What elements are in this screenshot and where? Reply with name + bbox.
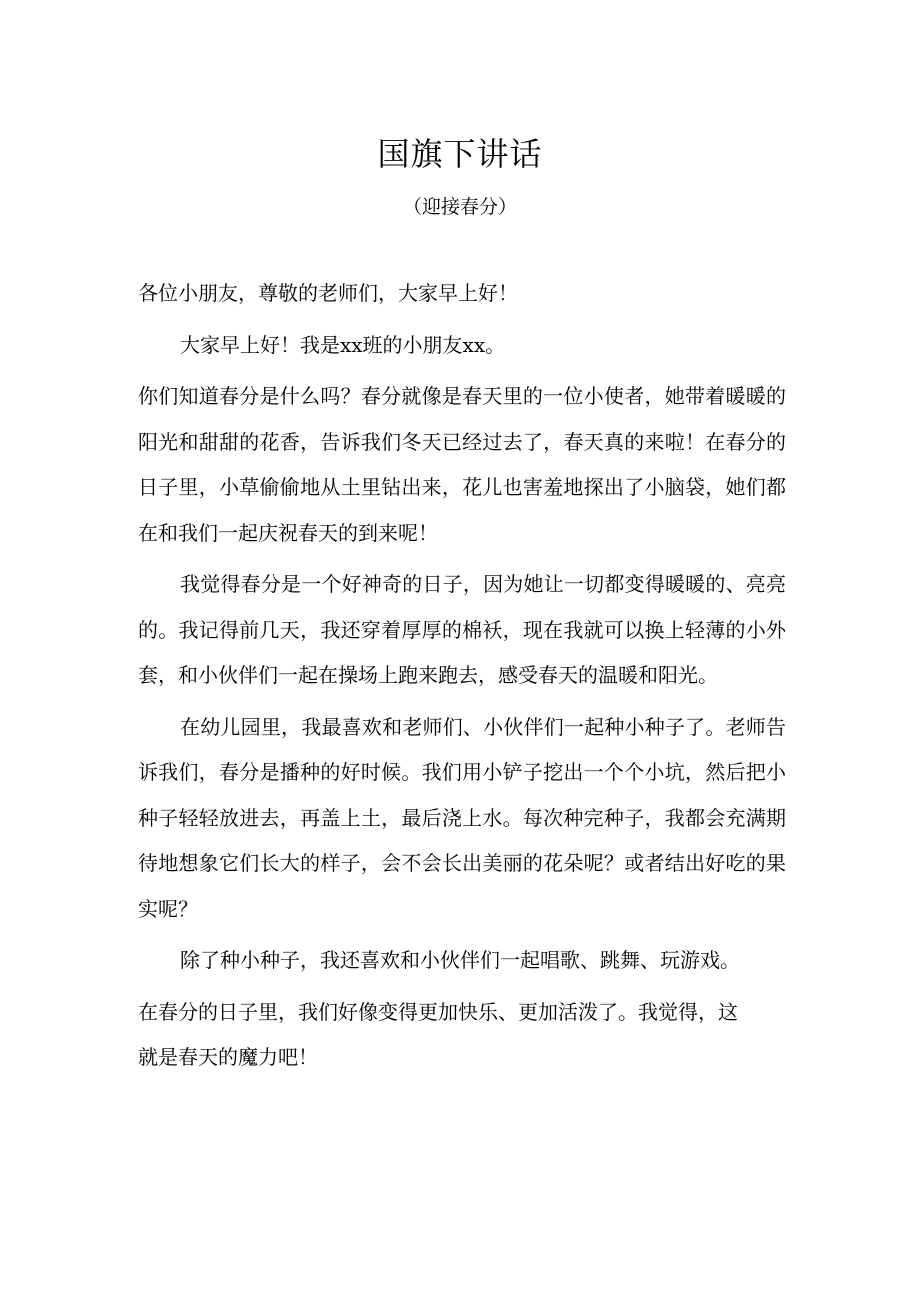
document-body bbox=[138, 271, 786, 1081]
document-subtitle: （迎接春分） bbox=[402, 196, 517, 218]
paragraph-greeting: 各位小朋友，尊敬的老师们，大家早上好！ bbox=[138, 281, 518, 305]
paragraph-conclusion-line-2: 就是春天的魔力吧！ bbox=[138, 1045, 318, 1069]
paragraph-planting-seeds: 在幼儿园里，我最喜欢和老师们、小伙伴们一起种小种子了。老师告诉我们，春分是播种的好时候。我们用小铲子挖出一个个小坑，然后把小种子轻轻放进去，再盖上土，最后浇上水。每次种完种子，我都会充满期待地想象它们长大的样子，会不会长出美丽的花朵呢？或者结出好吃的果实呢？ bbox=[138, 714, 786, 921]
paragraph-introduction: 大家早上好！我是xx班的小朋友xx。 bbox=[180, 332, 506, 357]
paragraph-what-is-spring-equinox: 你们知道春分是什么吗？春分就像是春天里的一位小使者，她带着暖暖的阳光和甜甜的花香，告诉我们冬天已经过去了，春天真的来啦！在春分的日子里，小草偷偷地从土里钻出来，花儿也害羞地探出了小脑袋，她们都在和我们一起庆祝春天的到来呢！ bbox=[138, 384, 786, 545]
paragraph-magic-day: 我觉得春分是一个好神奇的日子，因为她让一切都变得暖暖的、亮亮的。我记得前几天，我还穿着厚厚的棉袄，现在我就可以换上轻薄的小外套，和小伙伴们一起在操场上跑来跑去，感受春天的温暖和阳光。 bbox=[138, 572, 786, 687]
document-title: 国旗下讲话 bbox=[377, 135, 543, 173]
paragraph-conclusion bbox=[138, 990, 786, 1081]
paragraph-conclusion-line-1: 在春分的日子里，我们好像变得更加快乐、更加活泼了。我觉得，这 bbox=[138, 999, 738, 1024]
paragraph-other-activities: 除了种小种子，我还喜欢和小伙伴们一起唱歌、跳舞、玩游戏。 bbox=[180, 948, 740, 972]
